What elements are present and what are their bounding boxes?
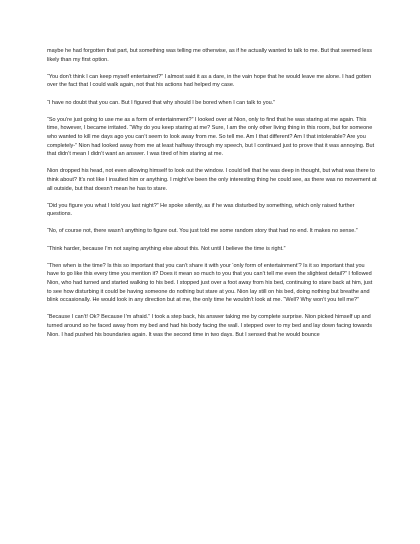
paragraph: “Think harder, because I’m not saying anything else about this. Not until I believe the time is right.” (47, 245, 286, 252)
paragraph: “Then when is the time? Is this so important that you can’t share it with your ‘only form of entertainment’? Is it so important that you have to go like this every time you mention it? Does it mean so much to you that you can’t tell me even the slightest detail?” I followed Nion, who had turned and started walking to his bed. I stopped just over a foot away from his bed, continuing to stare back at him, just to see how disturbing it could be having someone do nothing but stare at you. Nion lay still on his bed, doing nothing but breathe and blink occasionally. He would look in any direction but at me, the only time he wouldn’t look at me. “Well? Why won’t you tell me?” (47, 262, 373, 304)
paragraph: “You don’t think I can keep myself entertained?” I almost said it as a dare, in the vain hope that he would leave me alone. I had gotten over the fact that I could walk again, not that his actions had helped my case. (47, 73, 372, 89)
paragraph: Nion dropped his head, not even allowing himself to look out the window. I could tell that he was deep in thought, but what was there to think about? It’s not like I insulted him or anything. I might’ve been the only interesting thing he could see, as there was no movement at all outside, but that doesn’t mean he has to stare. (47, 168, 377, 192)
paragraph: “Because I can’t! Ok? Because I’m afraid.” I took a step back, his answer taking me by complete surprise. Nion picked himself up and turned around so he faced away from my bed and had his body facing the wall. I stepped over to my bed and lay down facing towards Nion. I had pushed his boundaries again. It was the second time in two days. But I sensed that he would bounce (47, 314, 372, 338)
paragraph: maybe he had forgotten that part, but something was telling me otherwise, as if he actually wanted to talk to me. But that seemed less likely than my first option. (47, 48, 372, 63)
document-page (47, 47, 377, 348)
paragraph: “I have no doubt that you can. But I figured that why should I be bored when I can talk to you.” (47, 99, 276, 106)
paragraph: “So you’re just going to use me as a form of entertainment?” I looked over at Nion, only to find that he was staring at me again. This time, however, I became irritated. “Why do you keep staring at me? Sure, I am the only other living thing in this room, but for someone who wanted to kill me days ago you can’t seem to look away from me. So tell me. Am I that different? Am I that intolerable? Are you completely-” Nion had looked away from me at least halfway through my speech, but I continued just to prove that it was annoying. But that didn’t mean I didn’t want an answer. I was tired of him staring at me. (47, 116, 375, 158)
paragraph: “Did you figure you what I told you last night?” He spoke silently, as if he was disturbed by something, which only raised further questions. (47, 202, 355, 218)
paragraph: “No, of course not, there wasn’t anything to figure out. You just told me some random story that had no end. It makes no sense.” (47, 228, 358, 235)
